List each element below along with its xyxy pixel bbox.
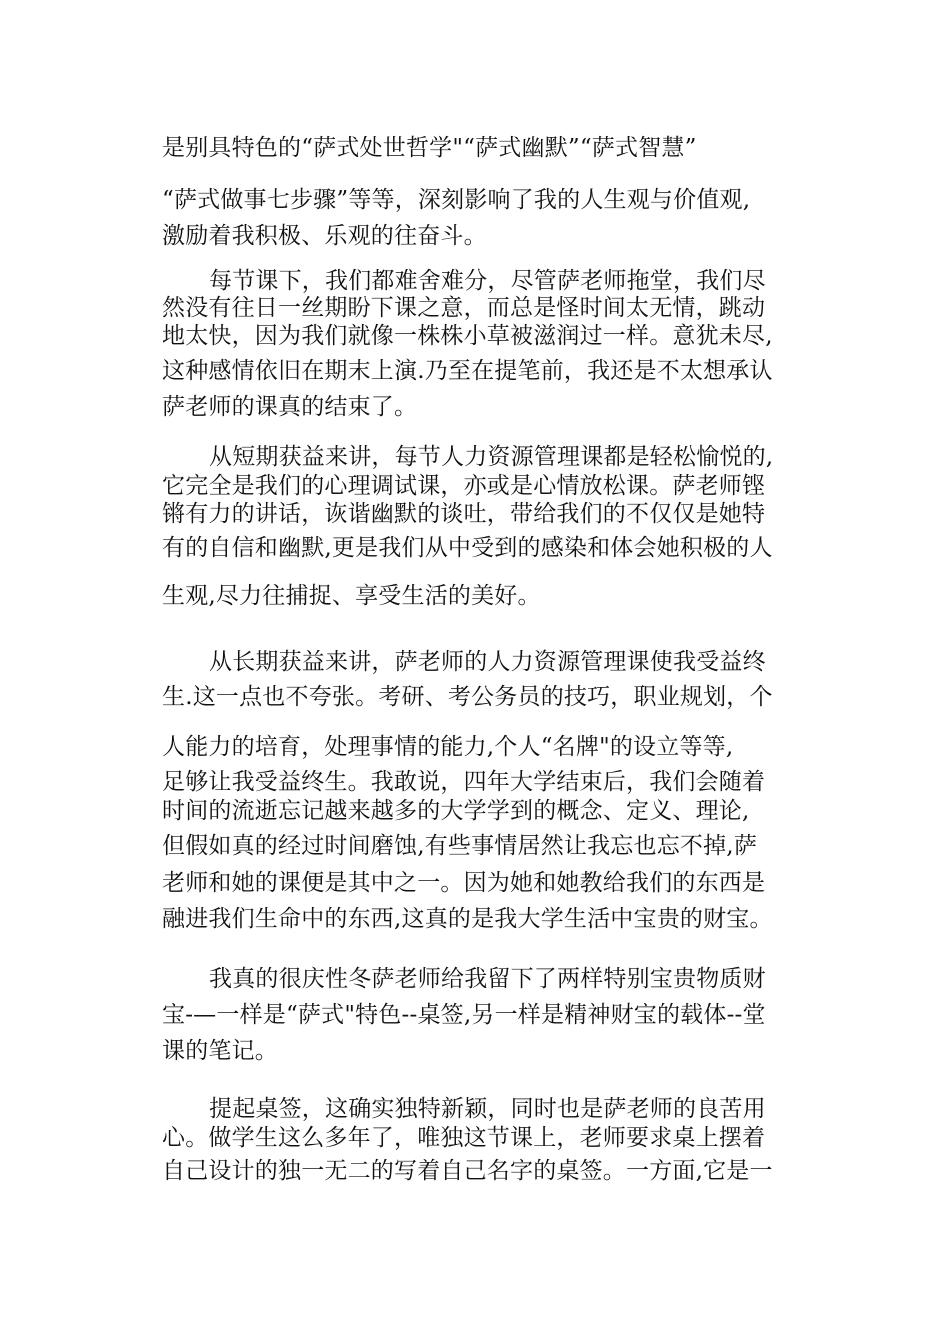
text-line: 地太快，因为我们就像一株株小草被滋润过一样。意犹未尽, bbox=[162, 323, 773, 349]
text-line: 宝-—一样是“萨式"特色--桌签,另一样是精神财宝的载体--堂 bbox=[162, 1002, 766, 1028]
text-line: 融进我们生命中的东西,这真的是我大学生活中宝贵的财宝。 bbox=[162, 906, 773, 932]
text-line: 然没有往日一丝期盼下课之意，而总是怪时间太无情，跳动 bbox=[162, 295, 766, 321]
text-line: 但假如真的经过时间磨蚀,有些事情居然让我忘也忘不掉,萨 bbox=[162, 833, 758, 859]
text-line: 每节课下，我们都难舍难分，尽管萨老师拖堂，我们尽 bbox=[209, 268, 766, 294]
text-line: 自己设计的独一无二的写着自己名字的桌签。一方面,它是一 bbox=[162, 1158, 773, 1184]
text-line: 心。做学生这么多年了，唯独这节课上，老师要求桌上摆着 bbox=[162, 1125, 766, 1151]
text-line: 人能力的培育，处理事情的能力,个人“名牌"的设立等等, bbox=[162, 734, 734, 760]
text-line: 它完全是我们的心理调试课，亦或是心情放松课。萨老师铿 bbox=[162, 473, 766, 499]
text-line: 足够让我受益终生。我敢说，四年大学结束后，我们会随着 bbox=[162, 769, 766, 795]
text-line: 生观,尽力往捕捉、享受生活的美好。 bbox=[162, 583, 541, 609]
text-line: 老师和她的课便是其中之一。因为她和她教给我们的东西是 bbox=[162, 870, 766, 896]
text-line: 萨老师的课真的结束了。 bbox=[162, 394, 418, 420]
text-line: 时间的流逝忘记越来越多的大学学到的概念、定义、理论, bbox=[162, 798, 750, 824]
text-line: 从长期获益来讲，萨老师的人力资源管理课使我受益终 bbox=[209, 649, 766, 675]
text-line: 激励着我积极、乐观的往奋斗。 bbox=[162, 223, 487, 249]
text-line: 有的自信和幽默,更是我们从中受到的感染和体会她积极的人 bbox=[162, 535, 773, 561]
text-line: 我真的很庆性冬萨老师给我留下了两样特别宝贵物质财 bbox=[209, 966, 766, 992]
text-line: “萨式做事七步骤”等等，深刻影响了我的人生观与价值观, bbox=[162, 187, 751, 213]
text-line: 提起桌签，这确实独特新颖，同时也是萨老师的良苦用 bbox=[209, 1096, 766, 1122]
text-line: 生.这一点也不夸张。考研、考公务员的技巧，职业规划，个 bbox=[162, 684, 773, 710]
text-line: 从短期获益来讲，每节人力资源管理课都是轻松愉悦的, bbox=[209, 444, 774, 470]
text-line: 这种感情依旧在期末上演.乃至在提笔前，我还是不太想承认 bbox=[162, 358, 773, 384]
text-line: 锵有力的讲话，诙谐幽默的谈吐，带给我们的不仅仅是她特 bbox=[162, 501, 766, 527]
text-line: 课的笔记。 bbox=[162, 1038, 278, 1064]
text-line: 是别具特色的“萨式处世哲学"“萨式幽默”“萨式智慧” bbox=[162, 135, 697, 161]
